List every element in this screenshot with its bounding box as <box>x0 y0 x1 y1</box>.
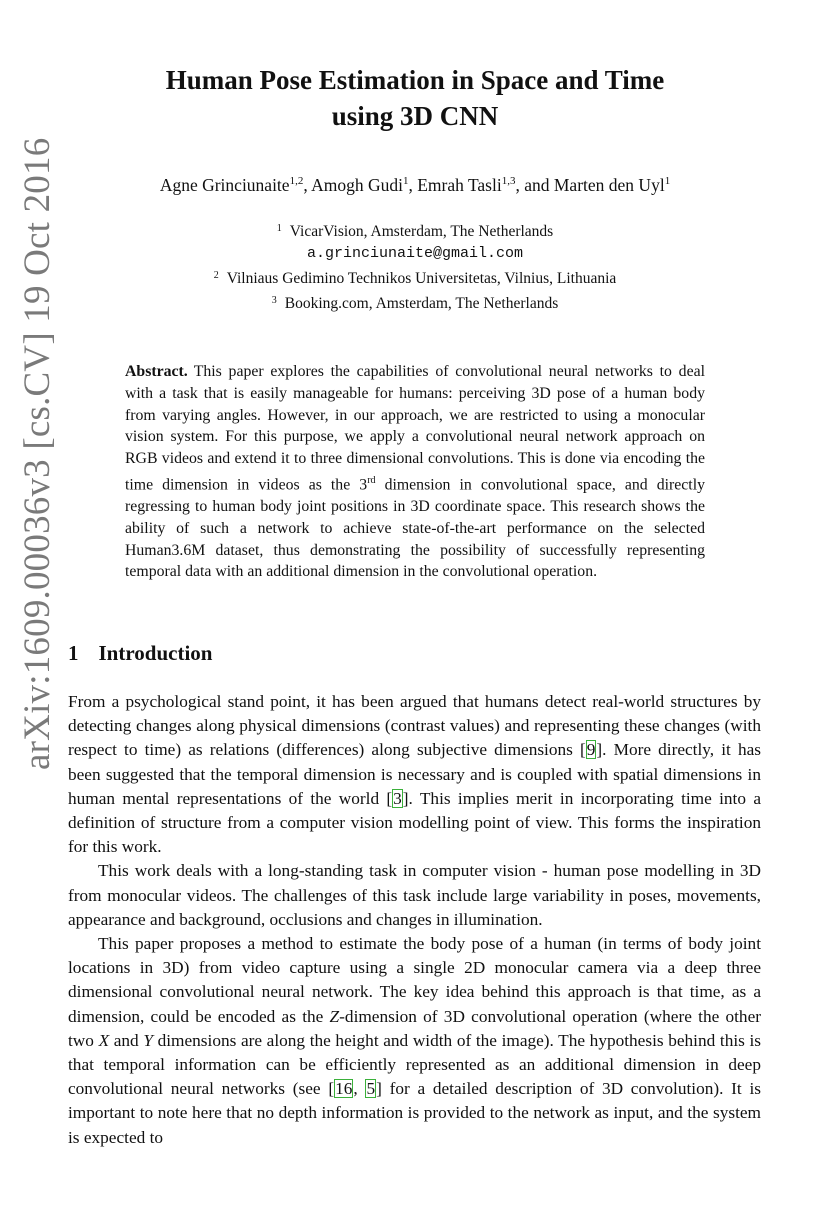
author-affil-sup: 1 <box>402 175 409 188</box>
abstract-text: This paper explores the capabilities of convolutional neural networks to deal with a task that is easily manageable for humans: perceiving 3D pose of a human body from varying angles. However, in our approach, we are restricted to using a monocular vision system. For this purpose, we apply a convolutional neural network approach on RGB videos and extend it to three dimensional convolutions. This is done via encoding the time dimension in videos as the 3 <box>125 363 705 494</box>
abstract-text-cont: dimension in convolutional space, and directly regressing to human body joint positions in 3D coordinate space. This research shows the ability of such a network to achieve state-of-the-art performance on the selected Human3.6M dataset, thus demonstrating the possibility of successfully representing temporal data with an additional dimension in the convolutional operation. <box>125 476 705 581</box>
section-title: Introduction <box>98 641 213 665</box>
body-text <box>68 690 761 1150</box>
author-name: Amogh Gudi <box>311 175 403 195</box>
affiliations <box>70 218 760 315</box>
author-affil-sup: 1,2 <box>289 175 304 188</box>
text-run: dimensions are along the height and width of the image). The hypothesis behind this is that temporal information can be efficiently represented as an additional dimension in deep convolutional neural networks (see [ <box>68 1030 762 1099</box>
citation-link[interactable]: 16 <box>335 1079 353 1099</box>
title-line-1: Human Pose Estimation in Space and Time <box>165 65 665 95</box>
author-name: Emrah Tasli <box>417 175 502 195</box>
affiliation-1 <box>70 218 760 243</box>
text-run: and <box>109 1030 144 1050</box>
section-number: 1 <box>68 641 79 665</box>
affiliation-sup: 2 <box>213 270 219 281</box>
citation-link[interactable]: 3 <box>393 788 402 808</box>
text-run: , <box>353 1079 366 1099</box>
paragraph-2: This work deals with a long-standing task in computer vision - human pose modelling in 3D from monocular videos. The challenges of this task include large variability in poses, movements, appearance and background, occlusions and changes in illumination. <box>68 861 761 929</box>
author-name: Marten den Uyl <box>553 175 665 195</box>
citation-link[interactable]: 5 <box>366 1079 376 1099</box>
text-run: ]. This implies merit in incorporating time into a definition of structure from a computer vision modelling point of view. This forms the inspiration for this work. <box>68 788 761 857</box>
author-separator: , <box>408 175 418 195</box>
affiliation-sup: 3 <box>271 295 277 306</box>
arxiv-identifier-stamp: arXiv:1609.00036v3 [cs.CV] 19 Oct 2016 <box>17 137 58 770</box>
affiliation-text: VicarVision, Amsterdam, The Netherlands <box>289 223 554 240</box>
affiliation-3 <box>70 290 760 315</box>
math-symbol: X <box>98 1030 110 1050</box>
text-run: This paper proposes a method to estimate the body pose of a human (in terms of body joint locations in 3D) from video capture using a single 2D monocular camera via a deep three dimensional convolutional neural network. The key idea behind this approach is that time, as a dimension, could be encoded as the <box>68 934 761 1026</box>
author-list <box>70 175 760 196</box>
author-separator: , <box>303 175 312 195</box>
text-run: -dimension of 3D convolutional operation (where the other two <box>68 1006 761 1050</box>
author-email: a.grinciunaite@gmail.com <box>306 245 524 262</box>
paragraph-1 <box>68 690 761 859</box>
math-symbol: Y <box>143 1030 153 1050</box>
abstract-superscript: rd <box>367 474 376 486</box>
affiliation-text: Vilniaus Gedimino Technikos Universitetas, Vilnius, Lithuania <box>226 270 617 287</box>
citation-link[interactable]: 9 <box>586 740 596 760</box>
author-affil-sup: 1,3 <box>501 175 516 188</box>
abstract <box>125 361 705 583</box>
affiliation-sup: 1 <box>276 223 282 234</box>
author-separator: , and <box>515 175 554 195</box>
paper-title <box>110 62 720 134</box>
text-run: ]. More directly, it has been suggested that the temporal dimension is necessary and is coupled with spatial dimensions in human mental representations of the world [ <box>68 740 762 808</box>
author-affil-sup: 1 <box>664 175 671 188</box>
text-run: From a psychological stand point, it has been argued that humans detect real-world structures by detecting changes along physical dimensions (contrast values) and representing these changes (with respect to time) as relations (differences) along subjective dimensions [ <box>68 692 761 760</box>
text-run: ] for a detailed description of 3D convolution). It is important to note here that no depth information is provided to the network as input, and the system is expected to <box>68 1079 761 1147</box>
affiliation-2 <box>70 265 760 290</box>
abstract-label: Abstract. <box>125 363 188 380</box>
math-symbol: Z <box>329 1006 340 1026</box>
title-line-2: using 3D CNN <box>331 101 499 131</box>
section-heading <box>68 641 212 666</box>
paragraph-3 <box>68 932 761 1150</box>
affiliation-text: Booking.com, Amsterdam, The Netherlands <box>284 295 559 312</box>
author-name: Agne Grinciunaite <box>159 175 290 195</box>
